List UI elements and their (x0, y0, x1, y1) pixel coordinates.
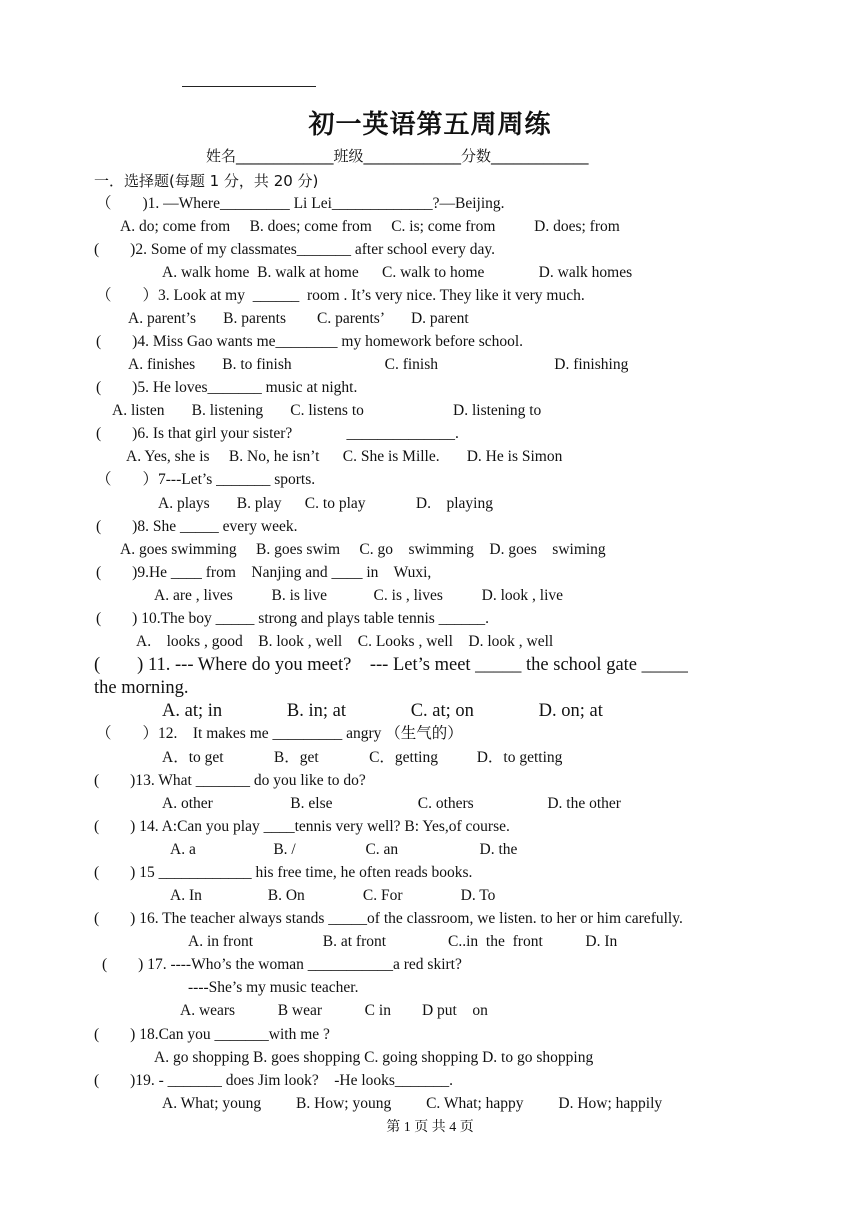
question-16: ( ) 16. The teacher always stands _____of the classroom, we listen. to her or him carefully. (94, 910, 683, 927)
student-info: 姓名_____________班级_____________分数_____________ (206, 147, 589, 165)
question-7: （ ）7---Let’s _______ sports. (96, 471, 316, 488)
options-8: A. goes swimming B. goes swim C. go swimming D. goes swiming (120, 541, 606, 558)
question-9: ( )9.He ____ from Nanjing and ____ in Wuxi, (96, 564, 432, 581)
question-12: （ ）12. It makes me _________ angry （生气的） (96, 725, 463, 742)
options-19: A. What; young B. How; young C. What; happy D. How; happily (162, 1095, 663, 1112)
question-6: ( )6. Is that girl your sister? ______________. (96, 425, 459, 442)
options-4: A. finishes B. to finish C. finish D. finishing (128, 356, 629, 373)
options-14: A. a B. / C. an D. the (170, 841, 518, 858)
options-12: A．to get B．get C．getting D．to getting (162, 749, 563, 766)
options-7: A. plays B. play C. to play D. playing (158, 495, 493, 512)
options-2: A. walk home B. walk at home C. walk to home D. walk homes (162, 264, 633, 281)
options-17: A. wears B wear C in D put on (180, 1002, 488, 1019)
question-17-answer: ----She’s my music teacher. (188, 979, 359, 996)
question-14: ( ) 14. A:Can you play ____tennis very well? B: Yes,of course. (94, 818, 510, 835)
options-18: A. go shopping B. goes shopping C. going shopping D. to go shopping (154, 1049, 594, 1066)
question-8: ( )8. She _____ every week. (96, 518, 298, 535)
question-13: ( )13. What _______ do you like to do? (94, 772, 366, 789)
question-4: ( )4. Miss Gao wants me________ my homework before school. (96, 333, 524, 350)
options-15: A. In B. On C. For D. To (170, 887, 496, 904)
section-heading: 一．选择题(每题 1 分，共 20 分) (94, 172, 319, 190)
question-18: ( ) 18.Can you _______with me ? (94, 1026, 330, 1043)
options-1: A. do; come from B. does; come from C. is; come from D. does; from (120, 218, 620, 235)
question-10: ( ) 10.The boy _____ strong and plays table tennis ______. (96, 610, 490, 627)
options-5: A. listen B. listening C. listens to D. listening to (112, 402, 542, 419)
question-19: ( )19. - _______ does Jim look? -He looks_______. (94, 1072, 454, 1089)
options-16: A. in front B. at front C..in the front D. In (188, 933, 618, 950)
options-6: A. Yes, she is B. No, he isn’t C. She is Mille. D. He is Simon (126, 448, 563, 465)
page-footer: 第 1 页 共 4 页 (386, 1120, 474, 1135)
question-3: （ ）3. Look at my ______ room . It’s very nice. They like it very much. (96, 287, 585, 304)
options-9: A. are , lives B. is live C. is , lives D. look , live (154, 587, 564, 604)
question-11: ( ) 11. --- Where do you meet? --- Let’s meet _____ the school gate _____ (94, 655, 688, 675)
question-2: ( )2. Some of my classmates_______ after school every day. (94, 241, 496, 258)
question-11-cont: the morning. (94, 678, 189, 698)
page-title: 初一英语第五周周练 (308, 110, 552, 140)
options-3: A. parent’s B. parents C. parents’ D. parent (128, 310, 469, 327)
question-5: ( )5. He loves_______ music at night. (96, 379, 358, 396)
question-1: （ )1. —Where_________ Li Lei_____________?—Beijing. (96, 195, 505, 212)
options-13: A. other B. else C. others D. the other (162, 795, 621, 812)
options-10: A. looks , good B. look , well C. Looks , well D. look , well (136, 633, 554, 650)
question-17: ( ) 17. ----Who’s the woman ___________a red skirt? (102, 956, 462, 973)
question-15: ( ) 15 ____________ his free time, he often reads books. (94, 864, 473, 881)
options-11: A. at; in B. in; at C. at; on D. on; at (162, 701, 603, 721)
top-rule (182, 86, 316, 87)
